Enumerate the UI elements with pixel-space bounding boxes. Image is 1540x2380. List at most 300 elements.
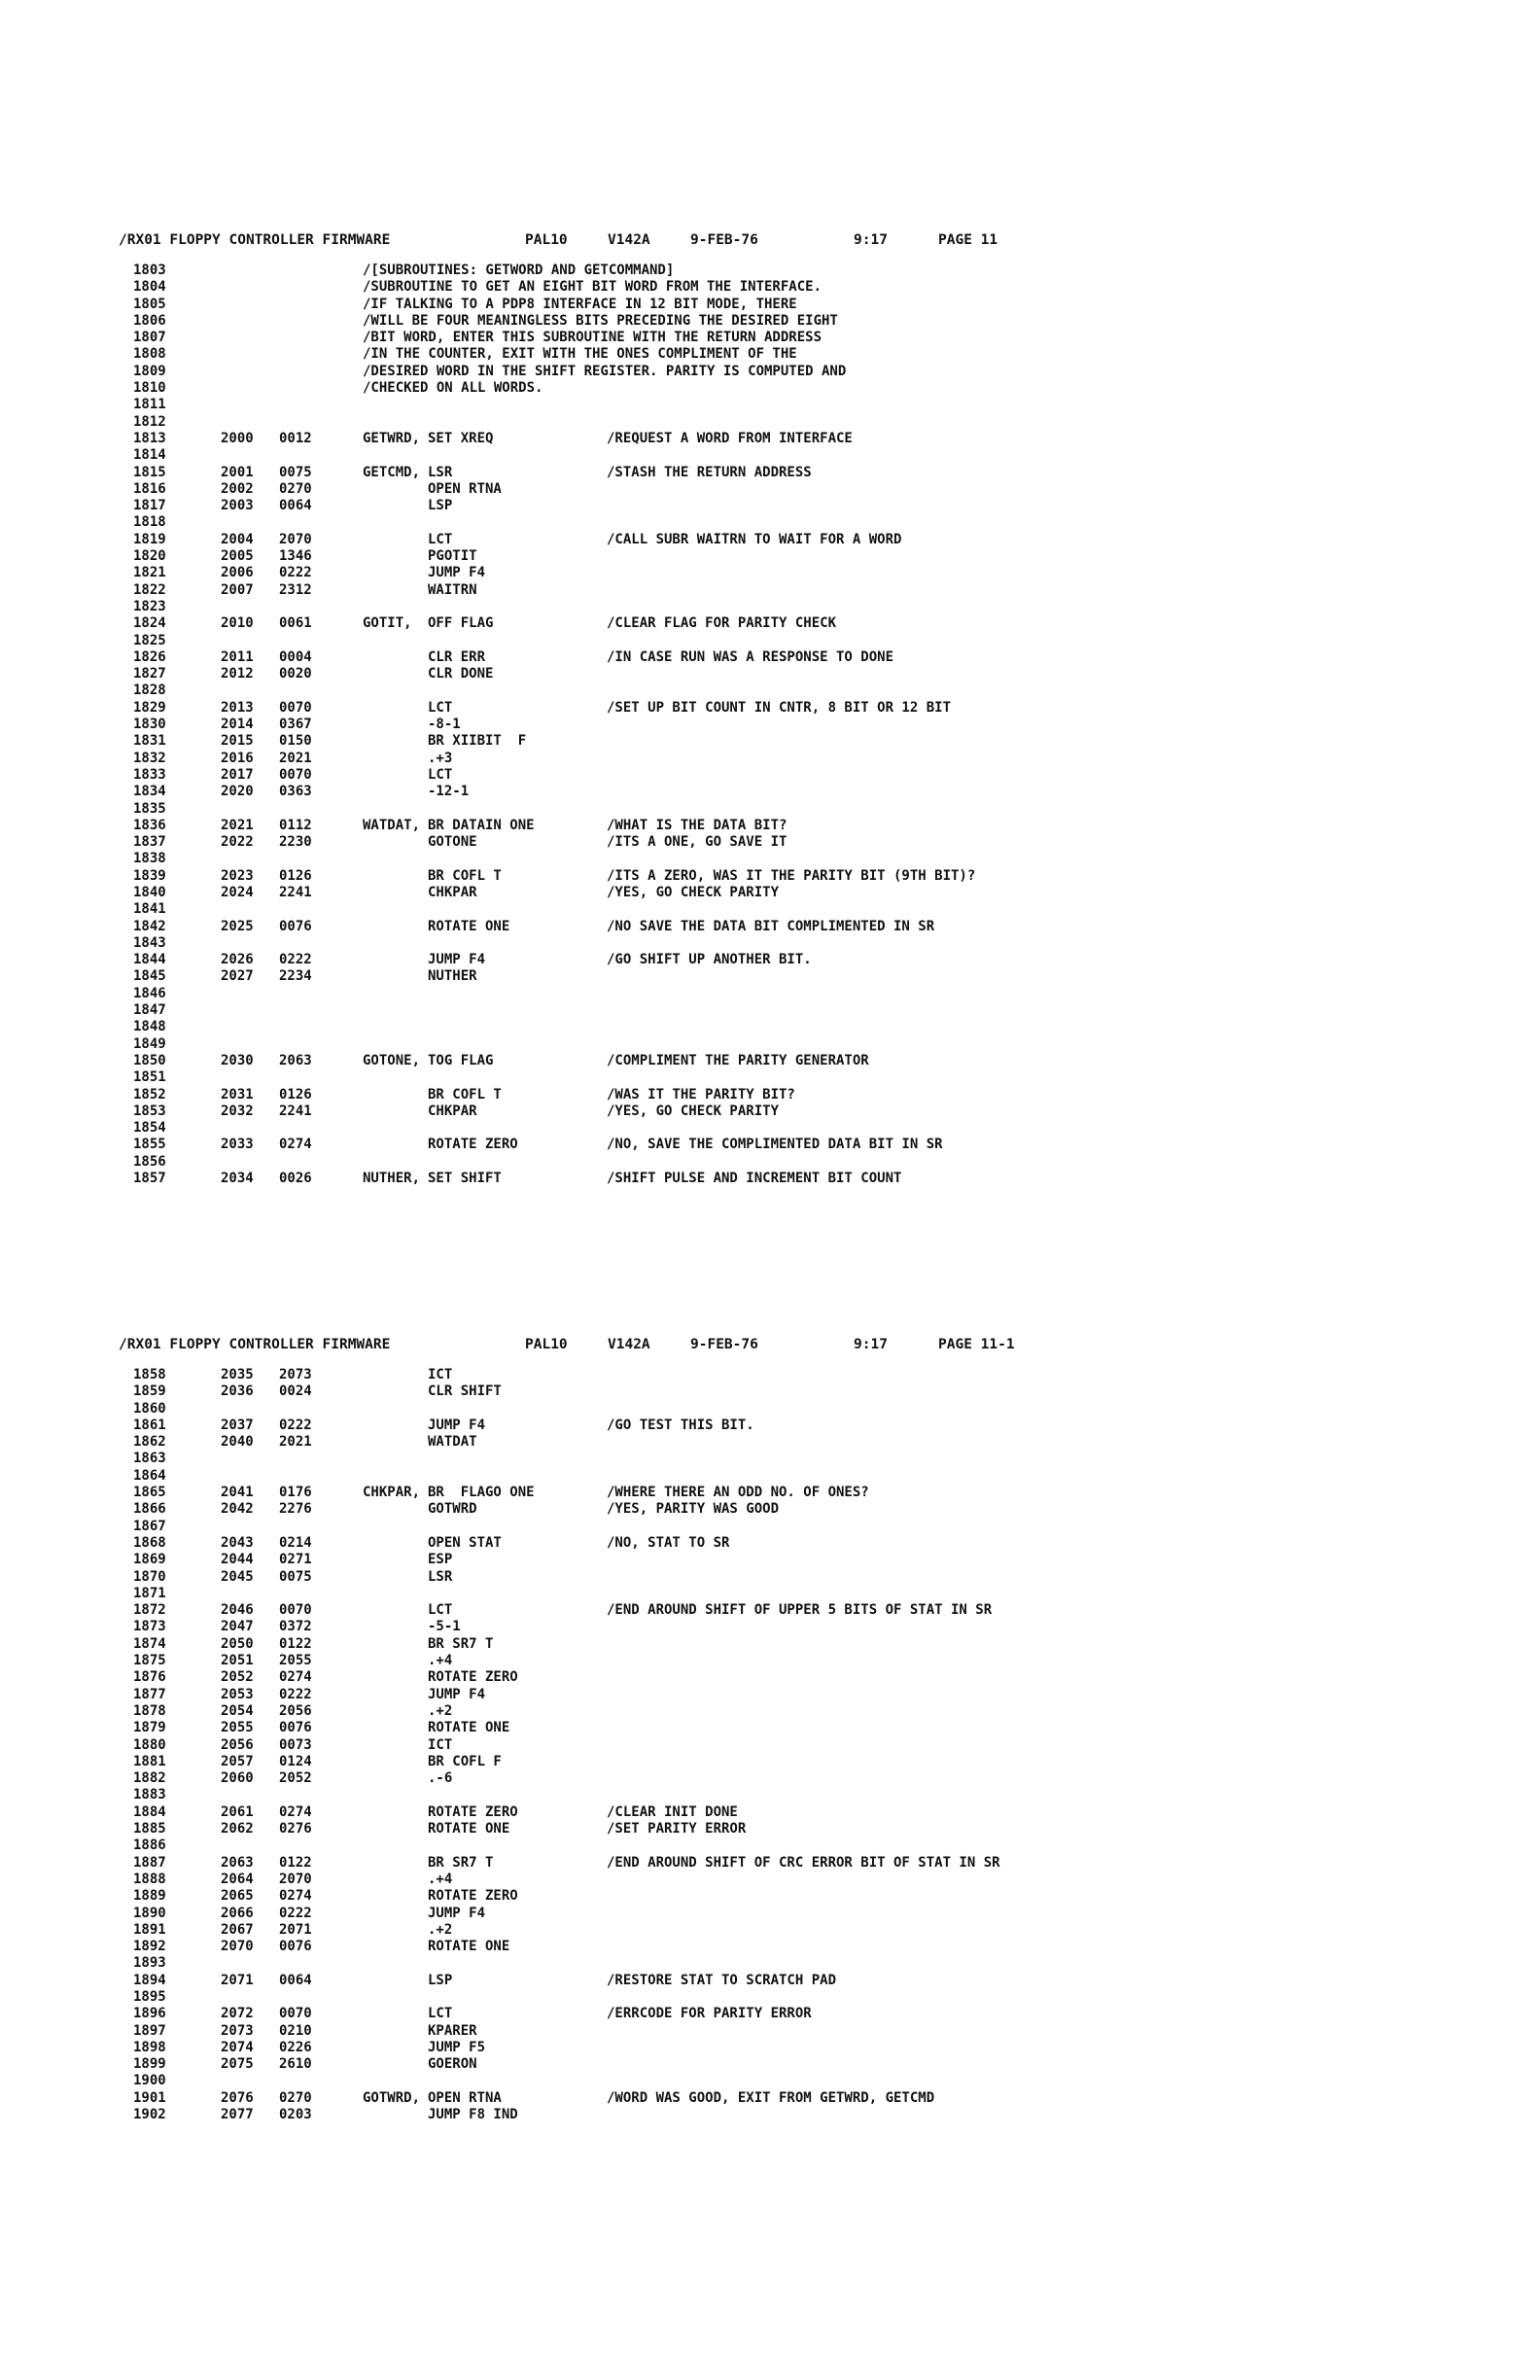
memory-address: 2066 [221,1905,254,1921]
listing-line [0,700,1540,717]
memory-address: 2013 [221,699,254,716]
memory-address: 2076 [221,2089,254,2106]
listing-line [0,851,1540,867]
listing-line [0,1468,1540,1485]
octal-word: 0073 [279,1736,312,1753]
octal-word: 0150 [279,733,312,750]
octal-word: 0024 [279,1383,312,1400]
instruction: JUMP F4 [428,1905,486,1921]
memory-address: 2073 [221,2022,254,2039]
memory-address: 2062 [221,1821,254,1838]
listing-line [0,1754,1540,1770]
line-comment: /WAS IT THE PARITY BIT? [607,1086,795,1102]
octal-word: 2055 [279,1653,312,1669]
instruction: CHKPAR [428,1102,477,1119]
line-number: 1901 [133,2089,166,2106]
instruction: LSR [428,464,453,480]
instruction: BR COFL T [428,1086,502,1102]
listing-line [0,465,1540,481]
comment-block-text: /SUBROUTINE TO GET AN EIGHT BIT WORD FROM THE INTERFACE. [363,279,822,296]
line-number: 1871 [133,1585,166,1601]
listing-line [0,1069,1540,1086]
line-number: 1857 [133,1171,166,1187]
listing-line [0,414,1540,431]
instruction: -12-1 [428,784,470,800]
memory-address: 2033 [221,1137,254,1153]
octal-word: 2241 [279,884,312,900]
memory-address: 2045 [221,1568,254,1585]
line-comment: /NO SAVE THE DATA BIT COMPLIMENTED IN SR [607,918,935,934]
listing-line [0,1171,1540,1187]
line-number: 1816 [133,480,166,497]
instruction: OPEN RTNA [428,480,502,497]
memory-address: 2034 [221,1171,254,1187]
listing-line [0,1087,1540,1103]
octal-word: 0274 [279,1137,312,1153]
line-number: 1845 [133,968,166,985]
code-label: GOTONE, [363,1052,421,1068]
listing-line [0,1383,1540,1400]
listing-line [0,313,1540,330]
line-number: 1831 [133,733,166,750]
line-number: 1838 [133,851,166,867]
line-comment: /YES, PARITY WAS GOOD [607,1501,780,1518]
header-version: V142A [608,232,650,248]
memory-address: 2026 [221,952,254,968]
line-number: 1824 [133,615,166,632]
octal-word: 1346 [279,548,312,565]
line-number: 1819 [133,531,166,547]
memory-address: 2023 [221,867,254,884]
line-number: 1834 [133,784,166,800]
octal-word: 0363 [279,784,312,800]
octal-word: 0070 [279,2006,312,2022]
listing-line [0,1535,1540,1552]
line-number: 1846 [133,985,166,1001]
memory-address: 2006 [221,565,254,581]
line-number: 1876 [133,1669,166,1686]
line-number: 1858 [133,1367,166,1382]
memory-address: 2037 [221,1417,254,1433]
listing-line [0,1855,1540,1872]
instruction: ROTATE ONE [428,1939,510,1955]
memory-address: 2053 [221,1686,254,1702]
listing-line [0,1154,1540,1171]
line-number: 1891 [133,1921,166,1938]
instruction: ROTATE ZERO [428,1803,518,1820]
octal-word: 2070 [279,531,312,547]
memory-address: 2022 [221,834,254,851]
octal-word: 0270 [279,2089,312,2106]
instruction: LSR [428,1568,453,1585]
line-number: 1832 [133,750,166,766]
line-number: 1898 [133,2039,166,2055]
listing-line [0,1569,1540,1586]
line-number: 1815 [133,464,166,480]
octal-word: 0222 [279,1905,312,1921]
memory-address: 2024 [221,884,254,900]
listing-line [0,1906,1540,1922]
line-comment: /SET PARITY ERROR [607,1821,747,1838]
line-number: 1837 [133,834,166,851]
instruction: ROTATE ZERO [428,1888,518,1905]
memory-address: 2035 [221,1367,254,1382]
memory-address: 2011 [221,648,254,665]
line-number: 1899 [133,2056,166,2073]
instruction: LCT [428,766,453,783]
instruction: LSP [428,1972,453,1988]
line-number: 1894 [133,1972,166,1988]
listing-line [0,2073,1540,2089]
memory-address: 2047 [221,1619,254,1635]
comment-block-text: /WILL BE FOUR MEANINGLESS BITS PRECEDING THE DESIRED EIGHT [363,312,838,329]
line-number: 1874 [133,1635,166,1652]
header-date: 9-FEB-76 [690,1337,758,1352]
instruction: LCT [428,1602,453,1619]
memory-address: 2020 [221,784,254,800]
listing-line [0,2023,1540,2040]
octal-word: 0226 [279,2039,312,2055]
memory-address: 2003 [221,498,254,514]
line-number: 1864 [133,1467,166,1484]
memory-address: 2071 [221,1972,254,1988]
memory-address: 2074 [221,2039,254,2055]
listing-line [0,615,1540,632]
listing-line [0,901,1540,918]
memory-address: 2015 [221,733,254,750]
instruction: LSP [428,498,453,514]
listing-line [0,1737,1540,1754]
memory-address: 2070 [221,1939,254,1955]
listing-line [0,1939,1540,1955]
instruction: GOTONE [428,834,477,851]
memory-address: 2032 [221,1102,254,1119]
instruction: JUMP F5 [428,2039,486,2055]
line-number: 1821 [133,565,166,581]
memory-address: 2016 [221,750,254,766]
line-number: 1885 [133,1821,166,1838]
octal-word: 0020 [279,666,312,682]
octal-word: 0064 [279,498,312,514]
memory-address: 2040 [221,1434,254,1451]
octal-word: 0222 [279,1686,312,1702]
code-label: NUTHER, [363,1171,421,1187]
instruction: BR XIIBIT F [428,733,527,750]
instruction: BR DATAIN ONE [428,817,535,833]
memory-address: 2054 [221,1702,254,1719]
memory-address: 2021 [221,817,254,833]
line-number: 1900 [133,2073,166,2089]
instruction: CLR ERR [428,648,486,665]
comment-block-text: /IF TALKING TO A PDP8 INTERFACE IN 12 BIT MODE, THERE [363,296,797,312]
listing-line [0,279,1540,296]
instruction: ROTATE ONE [428,1821,510,1838]
listing-line [0,1787,1540,1803]
memory-address: 2063 [221,1854,254,1871]
listing-line [0,1103,1540,1120]
instruction: KPARER [428,2022,477,2039]
listing-line [0,1137,1540,1153]
octal-word: 2241 [279,1102,312,1119]
line-comment: /STASH THE RETURN ADDRESS [607,464,812,480]
listing-line [0,1002,1540,1019]
line-comment: /NO, SAVE THE COMPLIMENTED DATA BIT IN SR [607,1137,943,1153]
octal-word: 2071 [279,1921,312,1938]
line-number: 1883 [133,1787,166,1803]
memory-address: 2014 [221,717,254,733]
header-page-number: PAGE 11-1 [938,1337,1015,1352]
octal-word: 0075 [279,464,312,480]
listing-line [0,1036,1540,1053]
line-number: 1833 [133,766,166,783]
line-number: 1839 [133,867,166,884]
octal-word: 2056 [279,1702,312,1719]
instruction: ROTATE ONE [428,918,510,934]
listing-line [0,784,1540,800]
listing-line [0,1367,1540,1383]
line-number: 1896 [133,2006,166,2022]
instruction: WAITRN [428,581,477,598]
instruction: ROTATE ONE [428,1720,510,1736]
listing-line [0,1770,1540,1787]
memory-address: 2060 [221,1770,254,1787]
listing-line [0,330,1540,346]
listing-line [0,481,1540,498]
instruction: .+4 [428,1653,453,1669]
listing-line [0,1669,1540,1686]
line-number: 1844 [133,952,166,968]
instruction: BR SR7 T [428,1635,494,1652]
instruction: WATDAT [428,1434,477,1451]
line-number: 1841 [133,901,166,918]
listing-line [0,431,1540,447]
header-title: /RX01 FLOPPY CONTROLLER FIRMWARE [119,1337,391,1352]
listing-line [0,717,1540,733]
header-version: V142A [608,1337,650,1352]
instruction: JUMP F4 [428,565,486,581]
line-number: 1875 [133,1653,166,1669]
line-comment: /YES, GO CHECK PARITY [607,884,780,900]
octal-word: 0070 [279,699,312,716]
octal-word: 0070 [279,1602,312,1619]
line-comment: /CALL SUBR WAITRN TO WAIT FOR A WORD [607,531,902,547]
line-number: 1866 [133,1501,166,1518]
line-number: 1812 [133,413,166,430]
listing-line [0,548,1540,565]
octal-word: 0222 [279,1417,312,1433]
line-number: 1897 [133,2022,166,2039]
listing-line [0,868,1540,885]
line-comment: /IN CASE RUN WAS A RESPONSE TO DONE [607,648,894,665]
octal-word: 2021 [279,750,312,766]
octal-word: 0026 [279,1171,312,1187]
memory-address: 2041 [221,1485,254,1501]
octal-word: 2063 [279,1052,312,1068]
line-number: 1872 [133,1602,166,1619]
octal-word: 2234 [279,968,312,985]
line-number: 1807 [133,330,166,346]
memory-address: 2061 [221,1803,254,1820]
line-number: 1882 [133,1770,166,1787]
line-number: 1854 [133,1120,166,1137]
instruction: CHKPAR [428,884,477,900]
listing-line [0,666,1540,682]
line-comment: /GO SHIFT UP ANOTHER BIT. [607,952,812,968]
line-comment: /ERRCODE FOR PARITY ERROR [607,2006,812,2022]
instruction: .+2 [428,1921,453,1938]
memory-address: 2010 [221,615,254,632]
line-number: 1814 [133,447,166,464]
octal-word: 2021 [279,1434,312,1451]
line-number: 1822 [133,581,166,598]
instruction: ESP [428,1552,453,1568]
octal-word: 2052 [279,1770,312,1787]
header-page-number: PAGE 11 [938,232,998,248]
octal-word: 0076 [279,918,312,934]
line-number: 1862 [133,1434,166,1451]
listing-line [0,1989,1540,2006]
line-number: 1803 [133,262,166,278]
line-number: 1865 [133,1485,166,1501]
octal-word: 0274 [279,1888,312,1905]
listing-line [0,1922,1540,1939]
line-number: 1869 [133,1552,166,1568]
memory-address: 2055 [221,1720,254,1736]
line-number: 1810 [133,380,166,397]
line-number: 1805 [133,296,166,312]
line-comment: /SET UP BIT COUNT IN CNTR, 8 BIT OR 12 BIT [607,699,952,716]
line-number: 1878 [133,1702,166,1719]
header-title: /RX01 FLOPPY CONTROLLER FIRMWARE [119,232,391,248]
listing-line [0,733,1540,750]
octal-word: 0124 [279,1753,312,1769]
octal-word: 0070 [279,766,312,783]
listing-line [0,2090,1540,2107]
line-comment: /ITS A ONE, GO SAVE IT [607,834,788,851]
memory-address: 2057 [221,1753,254,1769]
line-number: 1818 [133,514,166,531]
memory-address: 2065 [221,1888,254,1905]
line-number: 1867 [133,1518,166,1534]
listing-line [0,565,1540,581]
line-number: 1860 [133,1400,166,1417]
instruction: SET XREQ [428,430,494,446]
memory-address: 2044 [221,1552,254,1568]
instruction: .+2 [428,1702,453,1719]
listing-line [0,818,1540,834]
line-number: 1842 [133,918,166,934]
octal-word: 2276 [279,1501,312,1518]
octal-word: 0064 [279,1972,312,1988]
instruction: .+4 [428,1871,453,1887]
octal-word: 0122 [279,1635,312,1652]
line-number: 1892 [133,1939,166,1955]
comment-block-text: /CHECKED ON ALL WORDS. [363,380,543,397]
header-assembler: PAL10 [525,1337,568,1352]
instruction: LCT [428,531,453,547]
listing-line [0,1703,1540,1720]
code-label: GOTIT, [363,615,412,632]
listing-line [0,1804,1540,1821]
listing-line [0,649,1540,666]
instruction: CLR SHIFT [428,1383,502,1400]
listing-line [0,751,1540,767]
listing-line [0,935,1540,952]
listing-line [0,968,1540,985]
memory-address: 2042 [221,1501,254,1518]
listing-line [0,447,1540,464]
memory-address: 2072 [221,2006,254,2022]
line-number: 1817 [133,498,166,514]
octal-word: 0004 [279,648,312,665]
line-number: 1889 [133,1888,166,1905]
memory-address: 2004 [221,531,254,547]
line-comment: /COMPLIMENT THE PARITY GENERATOR [607,1052,869,1068]
octal-word: 0274 [279,1669,312,1686]
line-number: 1868 [133,1534,166,1551]
memory-address: 2067 [221,1921,254,1938]
line-number: 1851 [133,1069,166,1086]
octal-word: 0274 [279,1803,312,1820]
instruction: JUMP F4 [428,1417,486,1433]
line-number: 1806 [133,312,166,329]
listing-line [0,397,1540,413]
instruction: GOERON [428,2056,477,2073]
line-number: 1811 [133,397,166,413]
line-number: 1813 [133,430,166,446]
listing-line [0,1552,1540,1568]
instruction: OPEN STAT [428,1534,502,1551]
line-number: 1828 [133,682,166,699]
listing-line [0,2107,1540,2123]
memory-address: 2005 [221,548,254,565]
instruction: .+3 [428,750,453,766]
listing-line [0,364,1540,380]
listing-line [0,682,1540,699]
line-comment: /WHAT IS THE DATA BIT? [607,817,788,833]
instruction: SET SHIFT [428,1171,502,1187]
octal-word: 0276 [279,1821,312,1838]
line-number: 1902 [133,2107,166,2123]
instruction: LCT [428,2006,453,2022]
listing-line [0,1485,1540,1501]
line-number: 1852 [133,1086,166,1102]
listing-line [0,1418,1540,1434]
line-number: 1895 [133,1988,166,2005]
line-comment: /GO TEST THIS BIT. [607,1417,754,1433]
instruction: BR COFL F [428,1753,502,1769]
line-number: 1870 [133,1568,166,1585]
line-number: 1847 [133,1002,166,1019]
listing-line [0,1687,1540,1703]
listing-line [0,297,1540,313]
instruction: ICT [428,1736,453,1753]
line-number: 1804 [133,279,166,296]
line-number: 1859 [133,1383,166,1400]
octal-word: 0203 [279,2107,312,2123]
header-assembler: PAL10 [525,232,568,248]
listing-line [0,1636,1540,1653]
listing-line [0,1955,1540,1972]
comment-block-text: /DESIRED WORD IN THE SHIFT REGISTER. PARITY IS COMPUTED AND [363,363,847,379]
memory-address: 2077 [221,2107,254,2123]
listing-line [0,1872,1540,1888]
line-comment: /SHIFT PULSE AND INCREMENT BIT COUNT [607,1171,902,1187]
instruction: OPEN RTNA [428,2089,502,2106]
listing-line [0,1519,1540,1535]
comment-block-text: /BIT WORD, ENTER THIS SUBROUTINE WITH THE RETURN ADDRESS [363,330,822,346]
instruction: ROTATE ZERO [428,1137,518,1153]
